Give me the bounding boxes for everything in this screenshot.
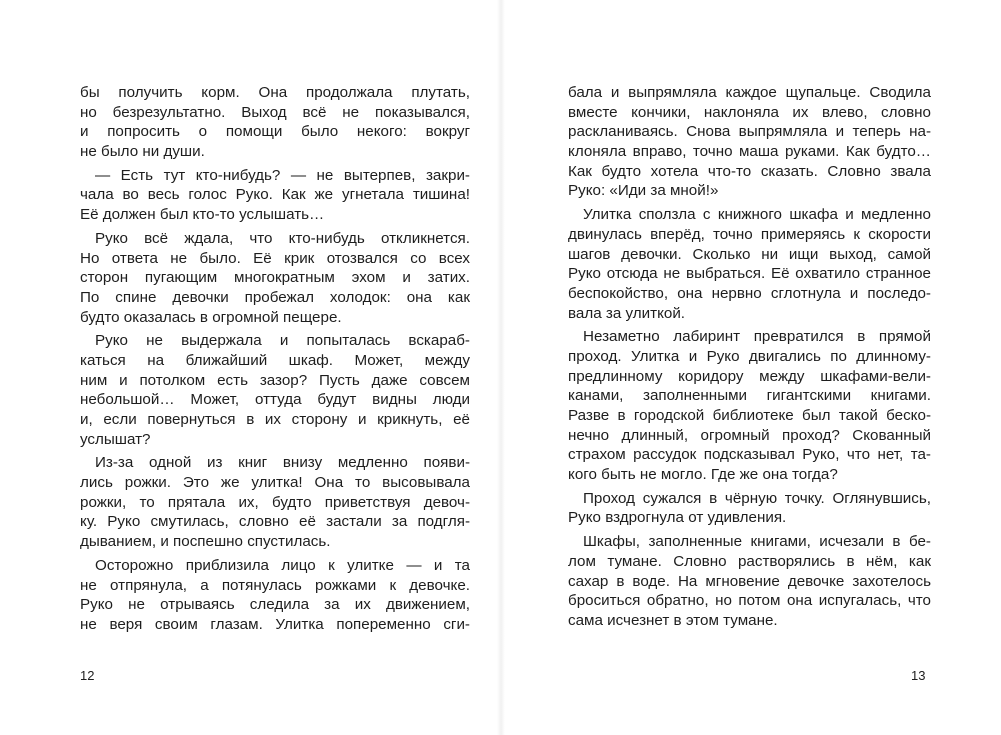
left-page-text [80,83,470,635]
text-line: услышат? [80,430,151,448]
paragraph [80,229,470,327]
text-line: — Есть тут кто-нибудь? — не вытерпев, закри- [95,166,470,184]
text-line: Руко не отрываясь следила за их движением, [80,596,470,614]
text-line: страхом рассудок подсказывал Руко, что нет, та- [568,446,931,464]
text-line: По спине девочки пробежал холодок: она как [80,288,470,306]
text-line: Руко вздрогнула от удивления. [568,509,787,527]
text-line: Как будто хотела что-то сказать. Словно звала [568,162,931,180]
text-line: двинулась вперёд, точно примеряясь к скорости [568,225,931,243]
text-line: небольшой… Может, оттуда будут видны люди [80,391,470,409]
paragraph [568,205,931,323]
text-line: сторон пугающим многократным эхом и затих. [80,269,470,287]
text-line: вместе кончики, наклоняла их влево, словно [568,103,931,121]
text-line: Её должен был кто-то услышать… [80,206,325,224]
text-line: каться на ближайший шкаф. Может, между [80,351,470,369]
text-line: проход. Улитка и Руко двигались по длинному- [568,347,931,365]
text-line: предлинному коридору между шкафами-вели- [568,367,931,385]
text-line: ним и потолком есть зазор? Пусть даже совсем [80,371,470,389]
text-line: ку. Руко смутилась, словно её застали за подгля- [80,513,470,531]
paragraph [80,556,470,635]
text-line: сама исчезнет в этом тумане. [568,611,778,629]
right-page-text [568,83,931,631]
text-line: и попросить о помощи было некого: вокруг [80,123,470,141]
book-gutter [497,0,505,735]
paragraph [568,327,931,485]
text-line: лись рожки. Это же улитка! Она то высовывала [80,474,470,492]
text-line: Руко отсюда не выбраться. Её охватило странное [568,265,931,283]
page-number-left: 12 [80,668,95,683]
paragraph [568,532,931,630]
text-line: броситься обратно, но потом она испугалась, что [568,592,931,610]
text-line: дыванием, и поспешно спустилась. [80,533,331,551]
text-line: не отпрянула, а потянулась рожками к девочке. [80,576,470,594]
paragraph [80,166,470,225]
text-line: Разве в городской библиотеке был такой беско- [568,407,931,424]
text-line: раскланиваясь. Снова выпрямляла и теперь на- [568,123,931,141]
text-line: Руко не выдержала и попыталась вскараб- [95,332,470,350]
paragraph [80,453,470,551]
text-line: сахар в воде. На мгновение девочке захотелось [568,572,931,590]
text-line: нечно длинный, огромный проход? Скованный [568,426,931,444]
text-line: лом тумане. Словно растворялись в нём, как [568,552,931,570]
text-line: рожки, то прятала их, будто приветствуя девоч- [80,493,470,511]
text-line: и, если повернуться в их сторону и крикнуть, её [80,411,470,428]
text-line: канами, заполненными гигантскими книгами. [568,387,931,405]
text-line: Незаметно лабиринт превратился в прямой [583,328,931,346]
text-line: Из-за одной из книг внизу медленно появи- [95,454,470,472]
paragraph [80,331,470,449]
text-line: беспокойство, она нервно сглотнула и последо- [568,284,931,302]
page-number-right: 13 [911,668,926,683]
text-line: бы получить корм. Она продолжала плутать, [80,84,470,101]
text-line: вала за улиткой. [568,304,686,322]
text-line: чала во весь голос Руко. Как же угнетала тишина! [80,186,470,204]
text-line: Осторожно приблизила лицо к улитке — и та [95,556,470,574]
text-line: Шкафы, заполненные книгами, исчезали в бе- [583,533,931,551]
text-line: Руко всё ждала, что кто-нибудь откликнется. [95,229,470,247]
text-line: Руко: «Иди за мной!» [568,182,719,200]
text-line: но безрезультатно. Выход всё не показывался, [80,103,470,121]
text-line: не веря своим глазам. Улитка попеременно сги- [80,615,470,633]
paragraph [568,489,931,528]
text-line: Но ответа не было. Её крик отозвался со всех [80,249,470,267]
text-line: будто оказалась в огромной пещере. [80,308,342,326]
paragraph [80,83,470,162]
text-line: шагов девочки. Сколько ни ищи выход, самой [568,245,931,263]
text-line: Проход сужался в чёрную точку. Оглянувшись, [583,489,931,507]
paragraph [568,83,931,201]
text-line: клоняла вправо, точно маша руками. Как будто… [568,143,931,161]
text-line: кого быть не могло. Где же она тогда? [568,466,838,484]
text-line: не было ни души. [80,143,205,161]
text-line: Улитка сползла с книжного шкафа и медленно [583,206,931,224]
text-line: бала и выпрямляла каждое щупальце. Сводила [568,84,931,101]
